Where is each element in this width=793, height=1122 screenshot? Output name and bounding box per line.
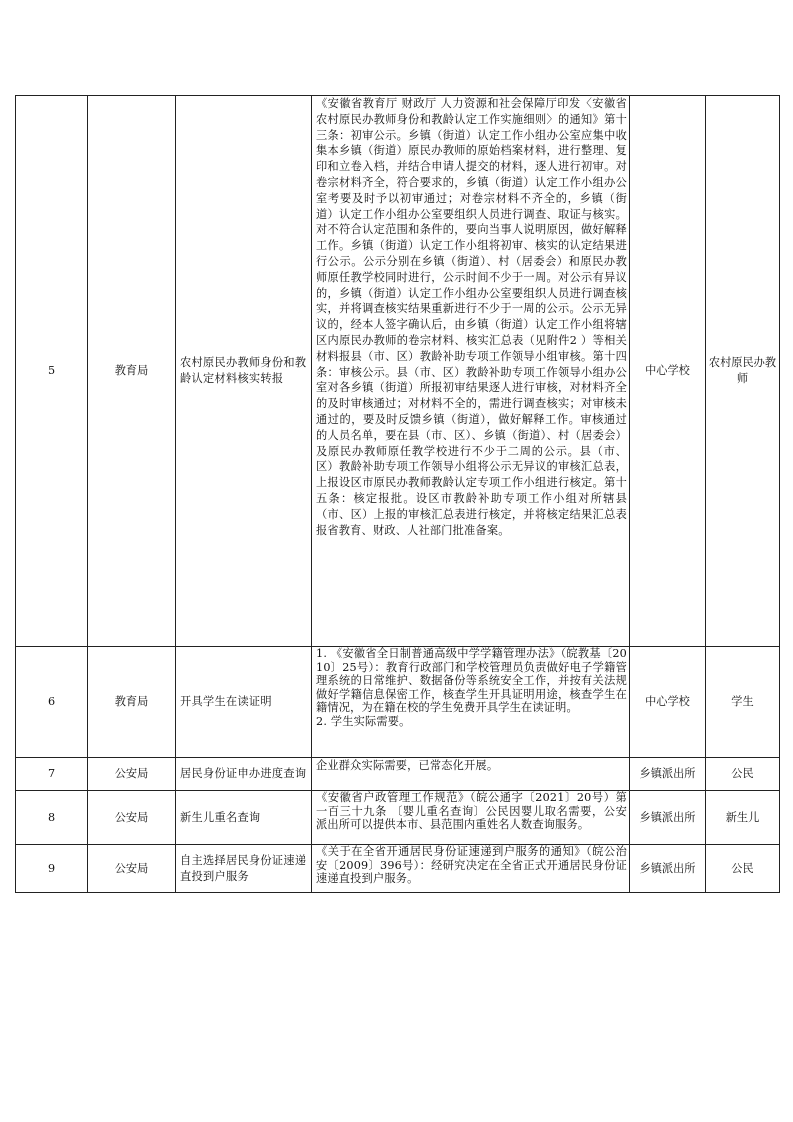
target-cell: 学生	[706, 647, 780, 758]
item-name-cell	[176, 845, 312, 893]
table-row	[16, 96, 780, 647]
table-row	[16, 845, 780, 893]
target-cell: 公民	[706, 845, 780, 893]
row-number: 8	[16, 791, 88, 845]
item-name-cell	[176, 791, 312, 845]
basis-cell	[312, 791, 630, 845]
department-cell: 公安局	[88, 791, 176, 845]
unit-cell: 乡镇派出所	[630, 845, 706, 893]
row-number: 9	[16, 845, 88, 893]
target-cell: 农村原民办教师	[706, 96, 780, 647]
table-row	[16, 791, 780, 845]
basis-text: 《安徽省教育厅 财政厅 人力资源和社会保障厅印发〈安徽省农村原民办教师身份和教龄认定工作实施细则〉的通知》第十三条：初审公示。乡镇（街道）认定工作小组办公室应集中收集本乡镇（街道）原民办教师的原始档案材料，进行整理、复印和立卷入档，并结合申请人提交的材料，逐人进行初审。对卷宗材料齐全，符合要求的，乡镇（街道）认定工作小组办公室考要及时予以初审通过；对卷宗材料不齐全的，乡镇（街道）认定工作小组办公室要组织人员进行调查、取证与核实。对不符合认定范围和条件的，要向当事人说明原因，做好解释工作。乡镇（街道）认定工作小组将初审、核实的认定结果进行公示。公示分别在乡镇（街道）、村（居委会）和原民办教师原任教学校同时进行，公示时间不少于一周。对公示有异议的，乡镇（街道）认定工作小组办公室要组织人员进行调查核实，并将调查核实结果重新进行不少于一周的公示。公示无异议的，经本人签字确认后，由乡镇（街道）认定工作小组将辖区内原民办教师的卷宗材料、核实汇总表（见附件2 ）等相关材料报县（市、区）教龄补助专项工作领导小组审核。第十四条：审核公示。县（市、区）教龄补助专项工作领导小组办公室对各乡镇（街道）所报初审结果逐人进行审核，对材料齐全的及时审核通过；对材料不全的，需进行调查核实；对审核未通过的，要及时反馈乡镇（街道），做好解释工作。审核通过的人员名单，要在县（市、区）、乡镇（街道）、村（居委会）及原民办教师原任教学校进行不少于二周的公示。县（市、区）教龄补助专项工作领导小组将公示无异议的审核汇总表，上报设区市原民办教师教龄认定专项工作小组进行核定。第十五条：核定报批。设区市教龄补助专项工作小组对所辖县（市、区）上报的审核汇总表进行核定，并将核定结果汇总表报省教育、财政、人社部门批准备案。	[316, 97, 627, 537]
unit-cell: 中心学校	[630, 647, 706, 758]
department-cell: 公安局	[88, 845, 176, 893]
item-name-text: 新生儿重名查询	[180, 810, 261, 824]
item-name-cell	[176, 647, 312, 758]
table-row	[16, 758, 780, 791]
basis-cell	[312, 845, 630, 893]
unit-cell: 乡镇派出所	[630, 791, 706, 845]
basis-text: 1. 《安徽省全日制普通高级中学学籍管理办法》（皖教基〔2010〕25号）：教育行政部门和学校管理员负责做好电子学籍管理系统的日常维护、数据备份等系统安全工作，并按有关法规做好学籍信息保密工作，核查学生开具证明用途，核查学生在籍情况，为在籍在校的学生免费开具学生在读证明。 2. 学生实际需要。	[316, 647, 627, 728]
item-name-cell	[176, 758, 312, 791]
basis-cell	[312, 758, 630, 791]
target-cell: 新生儿	[706, 791, 780, 845]
row-number: 7	[16, 758, 88, 791]
item-name-text: 开具学生在读证明	[180, 695, 272, 709]
department-cell: 教育局	[88, 647, 176, 758]
item-name-text: 自主选择居民身份证速递直投到户服务	[180, 853, 307, 883]
item-name-text: 居民身份证申办进度查询	[180, 767, 307, 781]
basis-text: 《关于在全省开通居民身份证速递到户服务的通知》（皖公治安〔2009〕396号）：经研究决定在全省正式开通居民身份证速递直投到户服务。	[316, 845, 627, 885]
basis-text: 企业群众实际需要，已常态化开展。	[316, 759, 499, 772]
row-number: 6	[16, 647, 88, 758]
basis-cell	[312, 647, 630, 758]
item-name-cell	[176, 96, 312, 647]
service-items-table	[15, 95, 780, 893]
item-name-text: 农村原民办教师身份和教龄认定材料核实转报	[180, 356, 307, 385]
unit-cell: 乡镇派出所	[630, 758, 706, 791]
target-cell: 公民	[706, 758, 780, 791]
department-cell: 教育局	[88, 96, 176, 647]
row-number: 5	[16, 96, 88, 647]
department-cell: 公安局	[88, 758, 176, 791]
basis-text: 《安徽省户政管理工作规范》（皖公通字〔2021〕20号）第一百三十九条 〔婴儿重名查询〕公民因婴儿取名需要，公安派出所可以提供本市、县范围内重姓名人数查询服务。	[316, 791, 627, 831]
unit-cell: 中心学校	[630, 96, 706, 647]
basis-cell	[312, 96, 630, 647]
table-row	[16, 647, 780, 758]
